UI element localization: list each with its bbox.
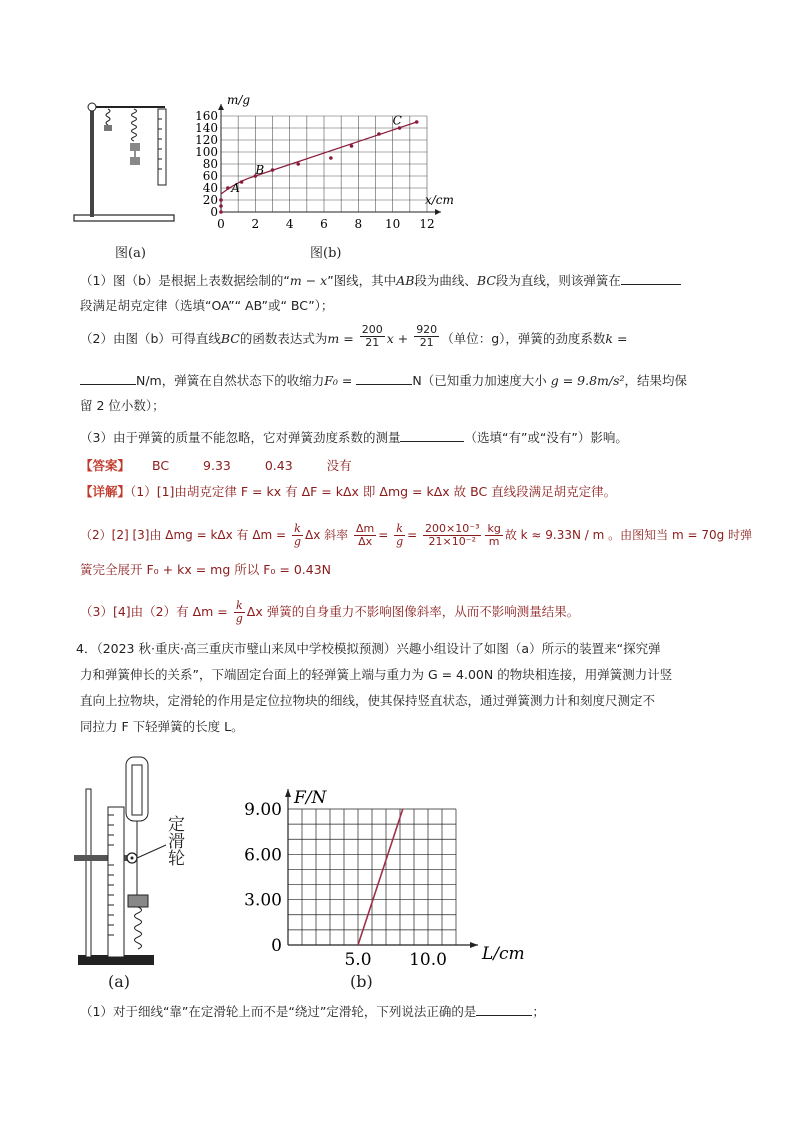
x-tick-label: 10.0 <box>409 950 447 970</box>
figure-a-apparatus <box>70 95 180 225</box>
x-axis-arrow <box>470 942 478 948</box>
detail-line-4: （3）[4]由（2）有 Δm = $\frac{k}{g}$ Δx 弹簧的自身重力不影响图像斜率，从而不影响测量结果。 <box>80 599 580 625</box>
y-tick-label: 120 <box>195 133 218 147</box>
question-2-line3: 留 2 位小数）； <box>80 398 165 413</box>
data-line <box>358 809 403 945</box>
y-tick-label: 80 <box>202 157 218 171</box>
question-4-line4: 同拉力 F 下轻弹簧的长度 L。 <box>80 719 244 734</box>
answer-row: 【答案】 BC 9.33 0.43 没有 <box>80 458 352 473</box>
answer-value-3: 0.43 <box>264 458 293 473</box>
data-point <box>219 210 223 214</box>
question-4-line2: 力和弹簧伸长的关系”，下端固定台面上的轻弹簧上端与重力为 G = 4.00N 的物块相连接，用弹簧测力计竖 <box>80 667 673 682</box>
answer-value-1: BC <box>151 458 170 473</box>
x-axis-arrow <box>435 209 441 215</box>
answer-blank-1[interactable] <box>621 272 681 285</box>
question-3: （3）由于弹簧的质量不能忽略，它对弹簧劲度系数的测量 （选填“有”或“没有”）影响。 <box>80 430 628 445</box>
detail-line-2: （2）[2] [3]由 Δmg = kΔx 有 Δm = $\frac{k}{g}$ Δx 斜率 $\frac{\Delta m}{\Delta x}$ = $\frac{k}{g}$ = $\frac{\text{200×10⁻³}}{\text{21×10⁻²}}$ $\frac{kg}{m}$ 故 k ≈ 9.33N / m 。由图知当 m = 70g 时弹 <box>80 522 753 548</box>
y-axis-arrow <box>218 104 224 110</box>
figure-b-chart <box>195 92 480 242</box>
y-tick-label: 20 <box>202 193 218 207</box>
question-4-line1: 4．（2023 秋·重庆·高三重庆市璧山来凤中学校模拟预测）兴趣小组设计了如图（a）所示的装置来“探究弹 <box>76 641 661 656</box>
question-2-line2: N/m，弹簧在自然状态下的收缩力F₀ = N（已知重力加速度大小 g = 9.8m/s²，结果均保 <box>80 372 687 390</box>
point-label-c: C <box>392 113 402 128</box>
figure-4a-caption: (a) <box>108 972 131 991</box>
y-tick-label: 140 <box>195 121 218 135</box>
y-axis-label: m/g <box>227 93 251 107</box>
y-tick-label: 0 <box>271 936 282 956</box>
data-point <box>271 168 275 172</box>
data-point <box>219 198 223 202</box>
x-tick-label: 8 <box>354 217 363 231</box>
data-point <box>329 156 333 160</box>
pulley-label: 定滑轮 <box>164 815 184 866</box>
figure-a-caption: 图(a) <box>115 246 146 261</box>
x-axis-label: L/cm <box>482 944 525 964</box>
y-tick-label: 0 <box>210 205 218 219</box>
detail-line-3: 簧完全展开 F₀ + kx = mg 所以 F₀ = 0.43N <box>80 562 332 577</box>
figure-4b-chart <box>240 775 525 975</box>
data-point <box>226 186 230 190</box>
data-point <box>350 144 354 148</box>
x-axis-label: x/cm <box>425 193 454 207</box>
data-point <box>296 162 300 166</box>
y-axis-label: F/N <box>294 788 327 808</box>
answer-value-4: 没有 <box>326 458 352 473</box>
x-tick-label: 6 <box>320 217 328 231</box>
y-axis-arrow <box>285 789 291 797</box>
point-label-a: A <box>231 181 240 196</box>
y-tick-label: 40 <box>202 181 218 195</box>
data-point <box>240 180 244 184</box>
data-point <box>415 120 419 124</box>
x-tick-label: 0 <box>217 217 225 231</box>
y-tick-label: 60 <box>202 169 218 183</box>
point-label-b: B <box>255 163 265 178</box>
y-tick-label: 6.00 <box>244 845 282 866</box>
figure-4b-caption: (b) <box>350 972 373 991</box>
question-4-1: （1）对于细线“靠”在定滑轮上而不是“绕过”定滑轮，下列说法正确的是 ； <box>80 1004 545 1019</box>
question-1: （1）图（b）是根据上表数据绘制的“m − x”图线，其中AB段为曲线、BC段为直线，则该弹簧在 <box>80 272 681 290</box>
figure-b-caption: 图(b) <box>310 246 342 261</box>
y-tick-label: 3.00 <box>244 890 282 911</box>
data-point <box>219 204 223 208</box>
x-tick-label: 4 <box>285 217 294 231</box>
answer-blank-4[interactable] <box>400 429 464 442</box>
answer-value-2: 9.33 <box>203 458 231 473</box>
fit-curve <box>221 122 417 194</box>
x-tick-label: 2 <box>251 217 260 231</box>
answer-blank-5[interactable] <box>476 1003 532 1016</box>
x-tick-label: 5.0 <box>344 950 372 970</box>
question-1-line2: 段满足胡克定律（选填“OA”“ AB”或“ BC”）； <box>80 298 334 313</box>
x-tick-label: 10 <box>385 217 401 231</box>
question-2: （2）由图（b）可得直线BC的函数表达式为m = $\frac{200}{21}$ x + $\frac{920}{21}$ （单位：g），弹簧的劲度系数k = <box>80 323 628 349</box>
x-tick-label: 12 <box>419 217 435 231</box>
y-tick-label: 100 <box>195 145 218 159</box>
answer-blank-2[interactable] <box>80 372 136 385</box>
data-point <box>377 132 381 136</box>
answer-blank-3[interactable] <box>356 372 412 385</box>
detail-line-1: 【详解】（1）[1]由胡克定律 F = kx 有 ΔF = kΔx 即 Δmg = kΔx 故 BC 直线段满足胡克定律。 <box>80 484 617 499</box>
y-tick-label: 160 <box>195 109 218 123</box>
y-tick-label: 9.00 <box>244 800 282 820</box>
question-4-line3: 直向上拉物块，定滑轮的作用是定位拉物块的细线，使其保持竖直状态，通过弹簧测力计和刻度尺测定不 <box>80 693 656 708</box>
